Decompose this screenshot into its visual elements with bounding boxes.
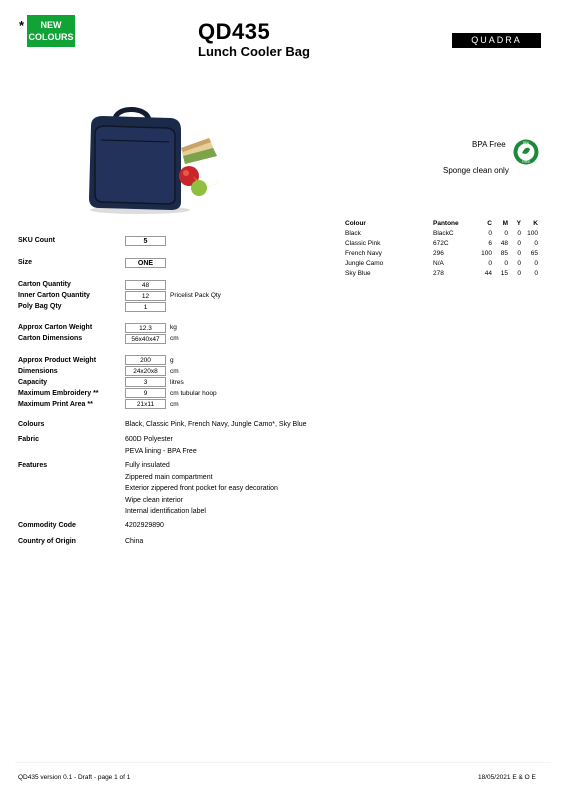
dimensions-value: 24x20x8	[125, 366, 166, 376]
c-value: 6	[488, 240, 492, 247]
y-value: 0	[517, 260, 521, 267]
m-value: 0	[504, 230, 508, 237]
header-c: C	[487, 220, 492, 227]
max-print-area-unit: cm	[170, 401, 179, 408]
svg-text:BPA: BPA	[522, 141, 530, 145]
sku-count-label: SKU Count	[18, 237, 55, 244]
colour-name: Classic Pink	[345, 240, 381, 247]
feature-item: Wipe clean interior	[125, 497, 183, 504]
colour-name: French Navy	[345, 250, 382, 257]
feature-item: Internal identification label	[125, 508, 206, 515]
capacity-unit: litres	[170, 379, 184, 386]
inner-carton-value: 12	[125, 291, 166, 301]
colours-value: Black, Classic Pink, French Navy, Jungle Camo*, Sky Blue	[125, 421, 307, 428]
pantone-value: 278	[433, 270, 444, 277]
carton-dimensions-label: Carton Dimensions	[18, 335, 83, 342]
carton-dimensions-value: 56x40x47	[125, 334, 166, 344]
fabric-line: PEVA lining - BPA Free	[125, 448, 197, 455]
c-value: 0	[488, 260, 492, 267]
y-value: 0	[517, 240, 521, 247]
header-y: Y	[516, 220, 521, 227]
country-of-origin-value: China	[125, 538, 144, 545]
feature-item: Fully insulated	[125, 462, 170, 469]
badge-line-1: NEW	[40, 20, 62, 30]
product-weight-unit: g	[170, 357, 174, 364]
carton-weight-label: Approx Carton Weight	[18, 324, 93, 331]
pantone-value: BlackC	[433, 230, 454, 237]
c-value: 44	[484, 270, 492, 277]
size-label: Size	[18, 259, 33, 266]
carton-weight-value: 12.3	[125, 323, 166, 333]
fabric-label: Fabric	[18, 436, 40, 443]
pantone-value: N/A	[433, 260, 444, 267]
carton-dimensions-unit: cm	[170, 335, 179, 342]
m-value: 15	[500, 270, 508, 277]
colour-name: Jungle Camo	[345, 260, 384, 267]
k-value: 0	[534, 240, 538, 247]
footer-divider	[15, 762, 551, 763]
poly-bag-label: Poly Bag Qty	[18, 303, 62, 310]
max-embroidery-value: 9	[125, 388, 166, 398]
footer-date: 18/05/2021 E & O E	[478, 774, 536, 781]
pantone-value: 296	[433, 250, 444, 257]
care-instruction: Sponge clean only	[443, 166, 509, 175]
capacity-value: 3	[125, 377, 166, 387]
y-value: 0	[517, 250, 521, 257]
k-value: 100	[527, 230, 538, 237]
y-value: 0	[517, 230, 521, 237]
m-value: 0	[504, 260, 508, 267]
pantone-value: 672C	[433, 240, 449, 247]
product-weight-value: 200	[125, 355, 166, 365]
bpa-free-label: BPA Free	[472, 140, 506, 149]
sku-count-value: 5	[125, 236, 166, 246]
dimensions-label: Dimensions	[18, 368, 58, 375]
asterisk-mark: *	[19, 18, 25, 33]
inner-carton-label: Inner Carton Quantity	[18, 292, 90, 299]
k-value: 65	[530, 250, 538, 257]
table-row	[344, 260, 544, 270]
brand-logo: QUADRA	[452, 33, 541, 48]
product-code: QD435	[198, 19, 271, 44]
k-value: 0	[534, 270, 538, 277]
fabric-line: 600D Polyester	[125, 436, 173, 443]
header-colour: Colour	[345, 220, 366, 227]
m-value: 85	[500, 250, 508, 257]
footer-version: QD435 version 0.1 - Draft - page 1 of 1	[18, 774, 131, 781]
dimensions-unit: cm	[170, 368, 179, 375]
feature-item: Zippered main compartment	[125, 474, 213, 481]
commodity-code-value: 4202929890	[125, 522, 164, 529]
table-row	[344, 270, 544, 280]
product-image	[85, 104, 223, 216]
commodity-code-label: Commodity Code	[18, 522, 76, 529]
product-weight-label: Approx Product Weight	[18, 357, 97, 364]
table-row	[344, 230, 544, 240]
features-label: Features	[18, 462, 48, 469]
colour-name: Black	[345, 230, 361, 237]
inner-carton-note: Pricelist Pack Qty	[170, 292, 221, 299]
capacity-label: Capacity	[18, 379, 48, 386]
k-value: 0	[534, 260, 538, 267]
badge-line-2: COLOURS	[28, 32, 74, 42]
carton-weight-unit: kg	[170, 324, 177, 331]
max-print-area-value: 21x11	[125, 399, 166, 409]
header-m: M	[502, 220, 508, 227]
c-value: 100	[481, 250, 492, 257]
feature-item: Exterior zippered front pocket for easy decoration	[125, 485, 278, 492]
max-embroidery-label: Maximum Embroidery **	[18, 390, 99, 397]
size-value: ONE	[125, 258, 166, 268]
max-print-area-label: Maximum Print Area **	[18, 401, 93, 408]
colour-table-header	[344, 220, 544, 230]
bpa-free-icon	[513, 139, 539, 165]
carton-quantity-label: Carton Quantity	[18, 281, 71, 288]
table-row	[344, 250, 544, 260]
header-k: K	[533, 220, 538, 227]
new-colours-badge	[27, 15, 75, 47]
max-embroidery-unit: cm tubular hoop	[170, 390, 217, 397]
y-value: 0	[517, 270, 521, 277]
colour-table	[344, 220, 544, 280]
colour-name: Sky Blue	[345, 270, 371, 277]
product-title: Lunch Cooler Bag	[198, 44, 310, 59]
table-row	[344, 240, 544, 250]
header-pantone: Pantone	[433, 220, 459, 227]
colours-label: Colours	[18, 421, 45, 428]
m-value: 48	[500, 240, 508, 247]
country-of-origin-label: Country of Origin	[18, 538, 76, 545]
carton-quantity-value: 48	[125, 280, 166, 290]
svg-text:FREE: FREE	[521, 160, 531, 164]
c-value: 0	[488, 230, 492, 237]
poly-bag-value: 1	[125, 302, 166, 312]
